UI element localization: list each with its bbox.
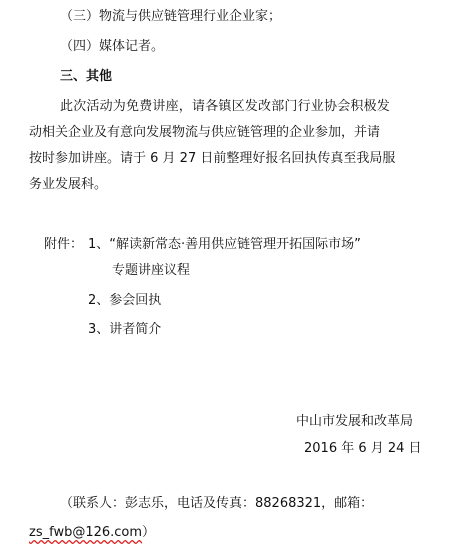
- contact-email[interactable]: zs_fwb@126.com: [29, 525, 143, 540]
- body-line-1: 此次活动为免费讲座，请各镇区发改部门行业协会积极发: [60, 99, 391, 114]
- body-line-3: 按时参加讲座。请于 6 月 27 日前整理好报名回执传真至我局服: [29, 151, 396, 166]
- attachments-label: 附件：: [44, 237, 84, 252]
- section-heading: 三、其他: [60, 69, 113, 84]
- attachment-item-3: 3、讲者简介: [88, 322, 162, 337]
- list-item-three: （三）物流与供应链管理行业企业家；: [60, 9, 282, 24]
- signature-org: 中山市发展和改革局: [296, 414, 414, 429]
- attachment-item-2: 2、参会回执: [88, 293, 162, 308]
- attachment-item-1: 1、“解读新常态·善用供应链管理开拓国际市场”: [88, 237, 361, 252]
- contact-line: （联系人：彭志乐，电话及传真：88268321，邮箱：: [60, 496, 374, 511]
- attachment-item-1-continued: 专题讲座议程: [112, 263, 191, 278]
- contact-close-paren: ）: [142, 525, 156, 540]
- body-line-4: 务业发展科。: [29, 177, 108, 192]
- list-item-four: （四）媒体记者。: [60, 39, 165, 54]
- body-line-2: 动相关企业及有意向发展物流与供应链管理的企业参加，并请: [29, 125, 381, 140]
- contact-email-line: [29, 524, 155, 542]
- signature-date: 2016 年 6 月 24 日: [304, 441, 422, 456]
